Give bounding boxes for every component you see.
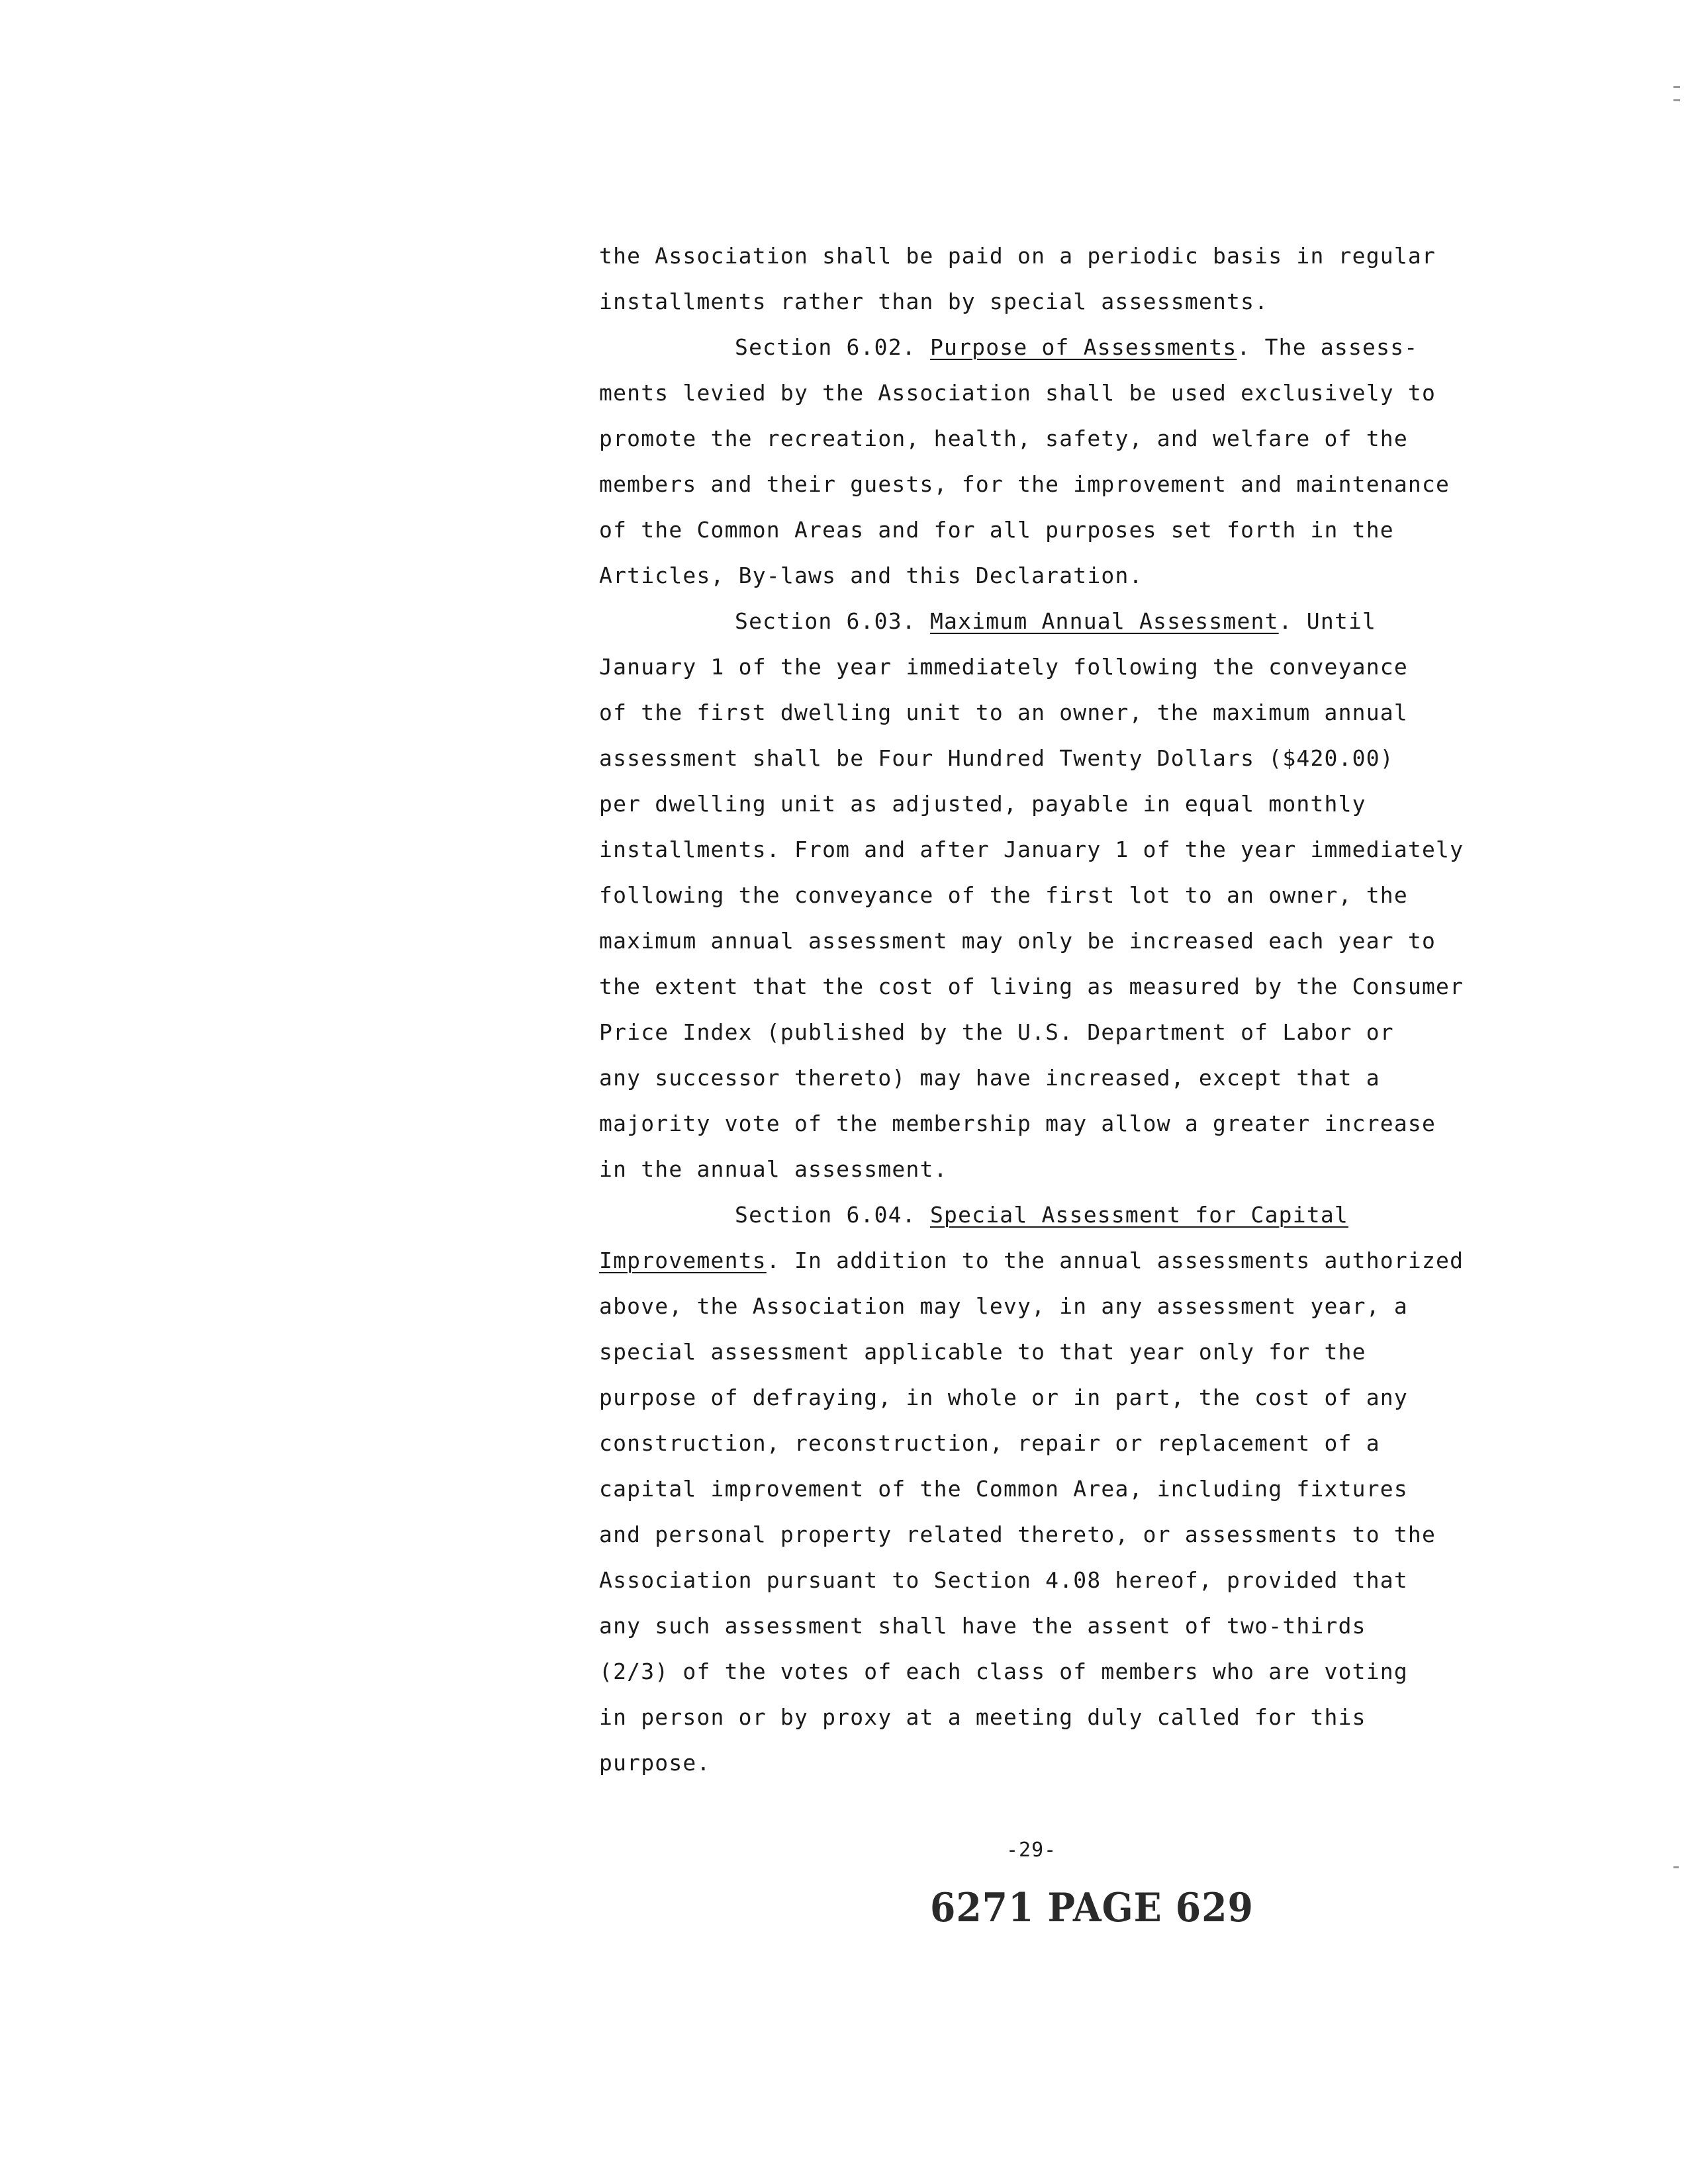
text-line: purpose of defraying, in whole or in part, the cost of any	[599, 1385, 1408, 1410]
page-number: -29-	[1006, 1839, 1057, 1862]
section-title: Purpose of Assessments	[929, 334, 1237, 360]
text-line: any successor thereto) may have increased, except that a	[599, 1065, 1380, 1091]
margin-mark	[1673, 1866, 1679, 1868]
text-line: installments. From and after January 1 of the year immediately	[599, 837, 1464, 862]
section-title: Special Assessment for Capital	[929, 1202, 1348, 1228]
text-line: per dwelling unit as adjusted, payable in equal monthly	[599, 791, 1366, 817]
text-line: capital improvement of the Common Area, including fixtures	[599, 1476, 1408, 1502]
text-line: assessment shall be Four Hundred Twenty Dollars ($420.00)	[599, 745, 1394, 771]
text-line: and personal property related thereto, or assessments to the	[599, 1522, 1436, 1547]
text-line: construction, reconstruction, repair or replacement of a	[599, 1430, 1380, 1456]
text-line: Association pursuant to Section 4.08 hereof, provided that	[599, 1567, 1408, 1593]
text-line	[599, 1238, 1499, 1283]
text-line: in person or by proxy at a meeting duly called for this	[599, 1704, 1366, 1730]
section-title-continued: Improvements	[599, 1248, 767, 1273]
section-heading-6-03	[599, 598, 1499, 644]
text-line: in the annual assessment.	[599, 1156, 948, 1182]
section-number: Section 6.03.	[735, 608, 930, 634]
text-line: purpose.	[599, 1750, 711, 1776]
section-text: . In addition to the annual assessments authorized	[766, 1248, 1464, 1273]
body-text	[599, 233, 1499, 1786]
text-line: Articles, By-laws and this Declaration.	[599, 563, 1143, 588]
section-heading-6-04	[599, 1192, 1499, 1238]
text-line: above, the Association may levy, in any assessment year, a	[599, 1293, 1408, 1319]
text-line: January 1 of the year immediately following the conveyance	[599, 654, 1408, 680]
section-heading-6-02	[599, 324, 1499, 370]
text-line: members and their guests, for the improvement and maintenance	[599, 471, 1450, 497]
text-line: of the Common Areas and for all purposes set forth in the	[599, 517, 1394, 543]
text-line: majority vote of the membership may allow a greater increase	[599, 1111, 1436, 1136]
text-line: (2/3) of the votes of each class of members who are voting	[599, 1659, 1408, 1684]
section-text: . The assess-	[1237, 334, 1419, 360]
text-line: of the first dwelling unit to an owner, the maximum annual	[599, 700, 1408, 725]
text-line: installments rather than by special assessments.	[599, 289, 1269, 314]
text-line: any such assessment shall have the assent of two-thirds	[599, 1613, 1366, 1639]
text-line: maximum annual assessment may only be increased each year to	[599, 928, 1436, 954]
section-number: Section 6.04.	[735, 1202, 930, 1228]
text-line: the extent that the cost of living as measured by the Consumer	[599, 974, 1464, 999]
text-line: special assessment applicable to that year only for the	[599, 1339, 1366, 1365]
text-line: ments levied by the Association shall be used exclusively to	[599, 380, 1436, 406]
text-line: the Association shall be paid on a periodic basis in regular	[599, 243, 1436, 269]
section-text: . Until	[1278, 608, 1377, 634]
margin-mark	[1673, 86, 1680, 88]
section-title: Maximum Annual Assessment	[929, 608, 1279, 634]
section-number: Section 6.02.	[735, 334, 930, 360]
margin-mark	[1673, 99, 1680, 101]
recording-stamp: 6271 PAGE 629	[930, 1885, 1254, 1931]
text-line: following the conveyance of the first lot to an owner, the	[599, 882, 1408, 908]
text-line: Price Index (published by the U.S. Department of Labor or	[599, 1019, 1394, 1045]
text-line: promote the recreation, health, safety, and welfare of the	[599, 426, 1408, 451]
